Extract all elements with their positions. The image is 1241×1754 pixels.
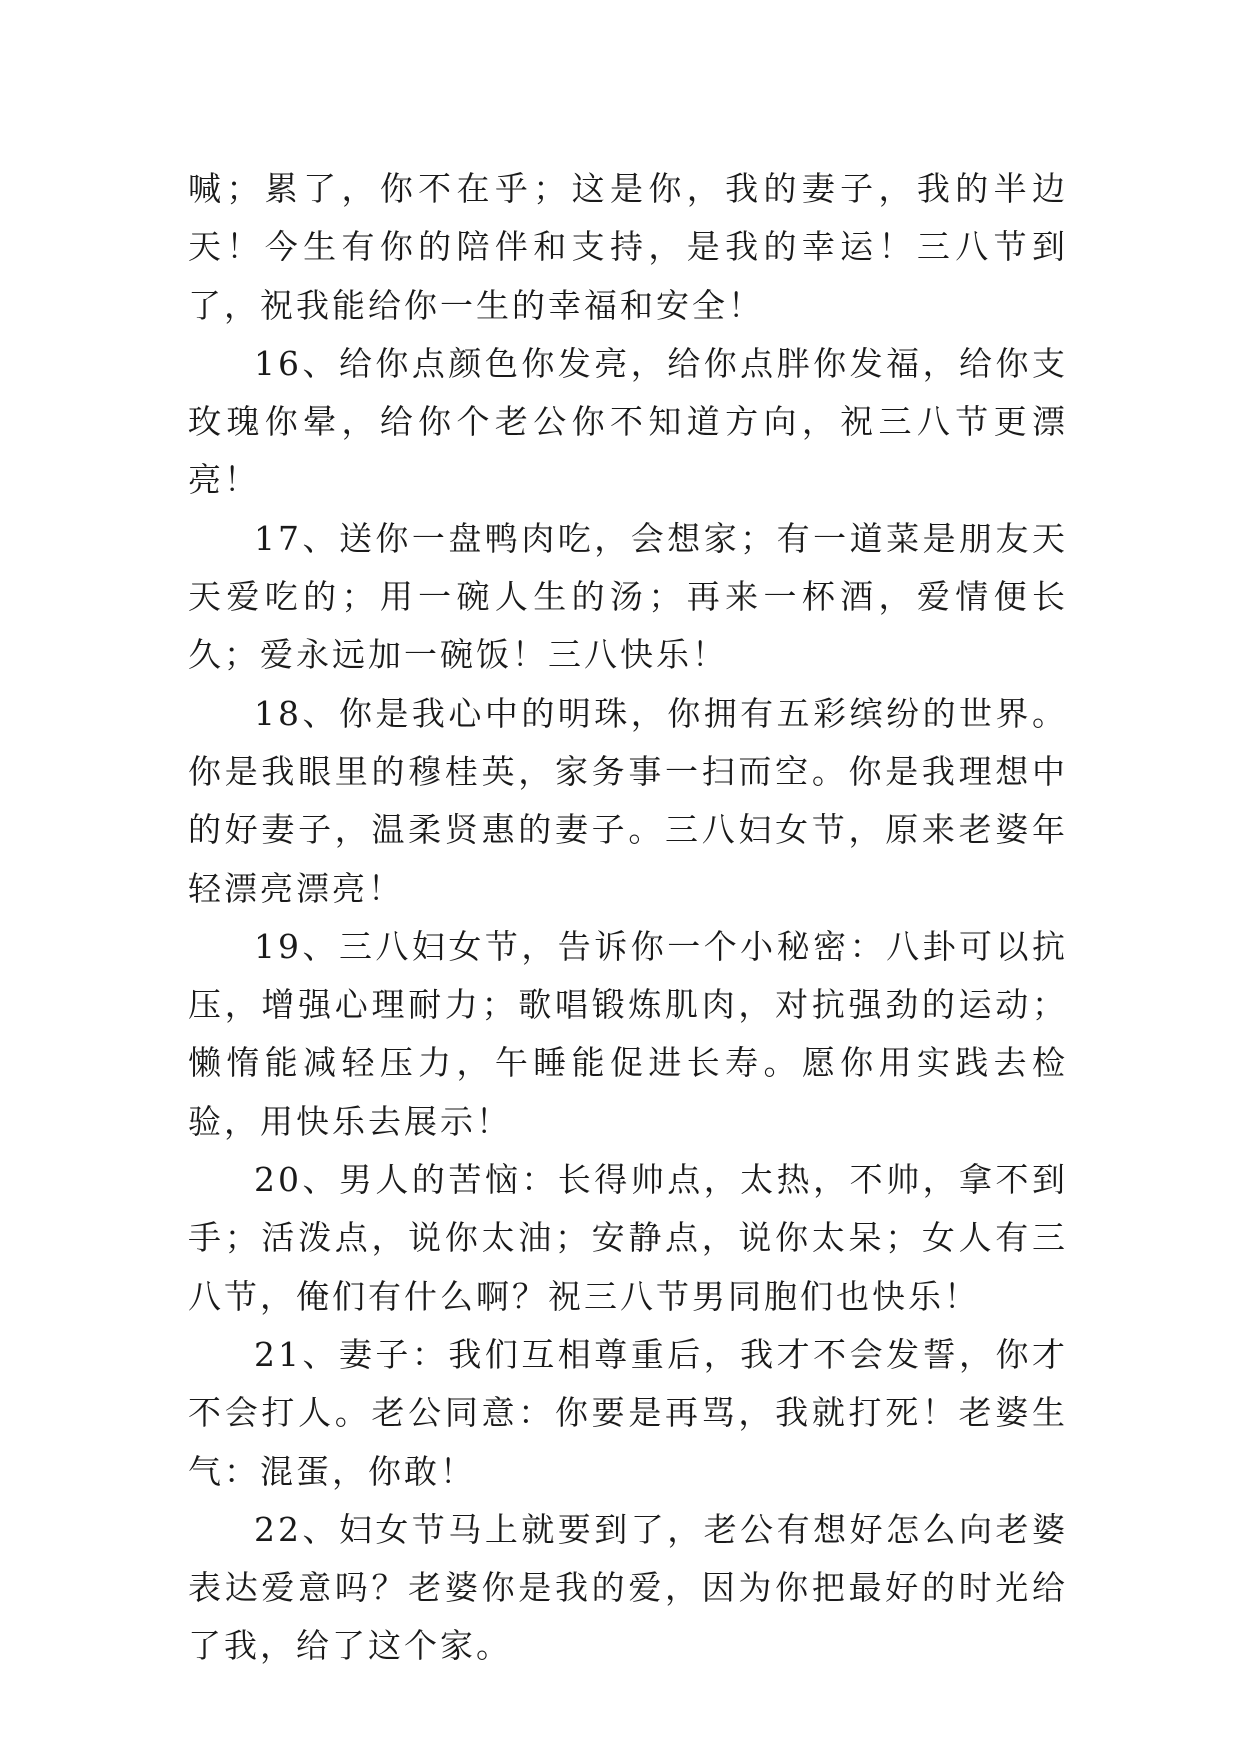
paragraph-16: 16、给你点颜色你发亮，给你点胖你发福，给你支玫瑰你晕，给你个老公你不知道方向，祝三八节更漂亮！	[188, 343, 1068, 500]
paragraph-21: 21、妻子：我们互相尊重后，我才不会发誓，你才不会打人。老公同意：你要是再骂，我就打死！老婆生气：混蛋，你敢！	[188, 1334, 1068, 1491]
paragraph-17: 17、送你一盘鸭肉吃，会想家；有一道菜是朋友天天爱吃的；用一碗人生的汤；再来一杯酒，爱情便长久；爱永远加一碗饭！三八快乐！	[188, 518, 1068, 675]
paragraph-18: 18、你是我心中的明珠，你拥有五彩缤纷的世界。你是我眼里的穆桂英，家务事一扫而空。你是我理想中的好妻子，温柔贤惠的妻子。三八妇女节，原来老婆年轻漂亮漂亮！	[188, 693, 1068, 908]
paragraph-19: 19、三八妇女节，告诉你一个小秘密：八卦可以抗压，增强心理耐力；歌唱锻炼肌肉，对抗强劲的运动；懒惰能减轻压力，午睡能促进长寿。愿你用实践去检验，用快乐去展示！	[188, 926, 1068, 1141]
document-body	[188, 160, 1068, 1676]
paragraph-20: 20、男人的苦恼：长得帅点，太热，不帅，拿不到手；活泼点，说你太油；安静点，说你太呆；女人有三八节，俺们有什么啊？祝三八节男同胞们也快乐！	[188, 1160, 1068, 1316]
paragraph-continuation: 喊；累了，你不在乎；这是你，我的妻子，我的半边天！今生有你的陪伴和支持，是我的幸运！三八节到了，祝我能给你一生的幸福和安全！	[188, 169, 1068, 325]
paragraph-22: 22、妇女节马上就要到了，老公有想好怎么向老婆表达爱意吗？老婆你是我的爱，因为你把最好的时光给了我，给了这个家。	[188, 1509, 1068, 1666]
